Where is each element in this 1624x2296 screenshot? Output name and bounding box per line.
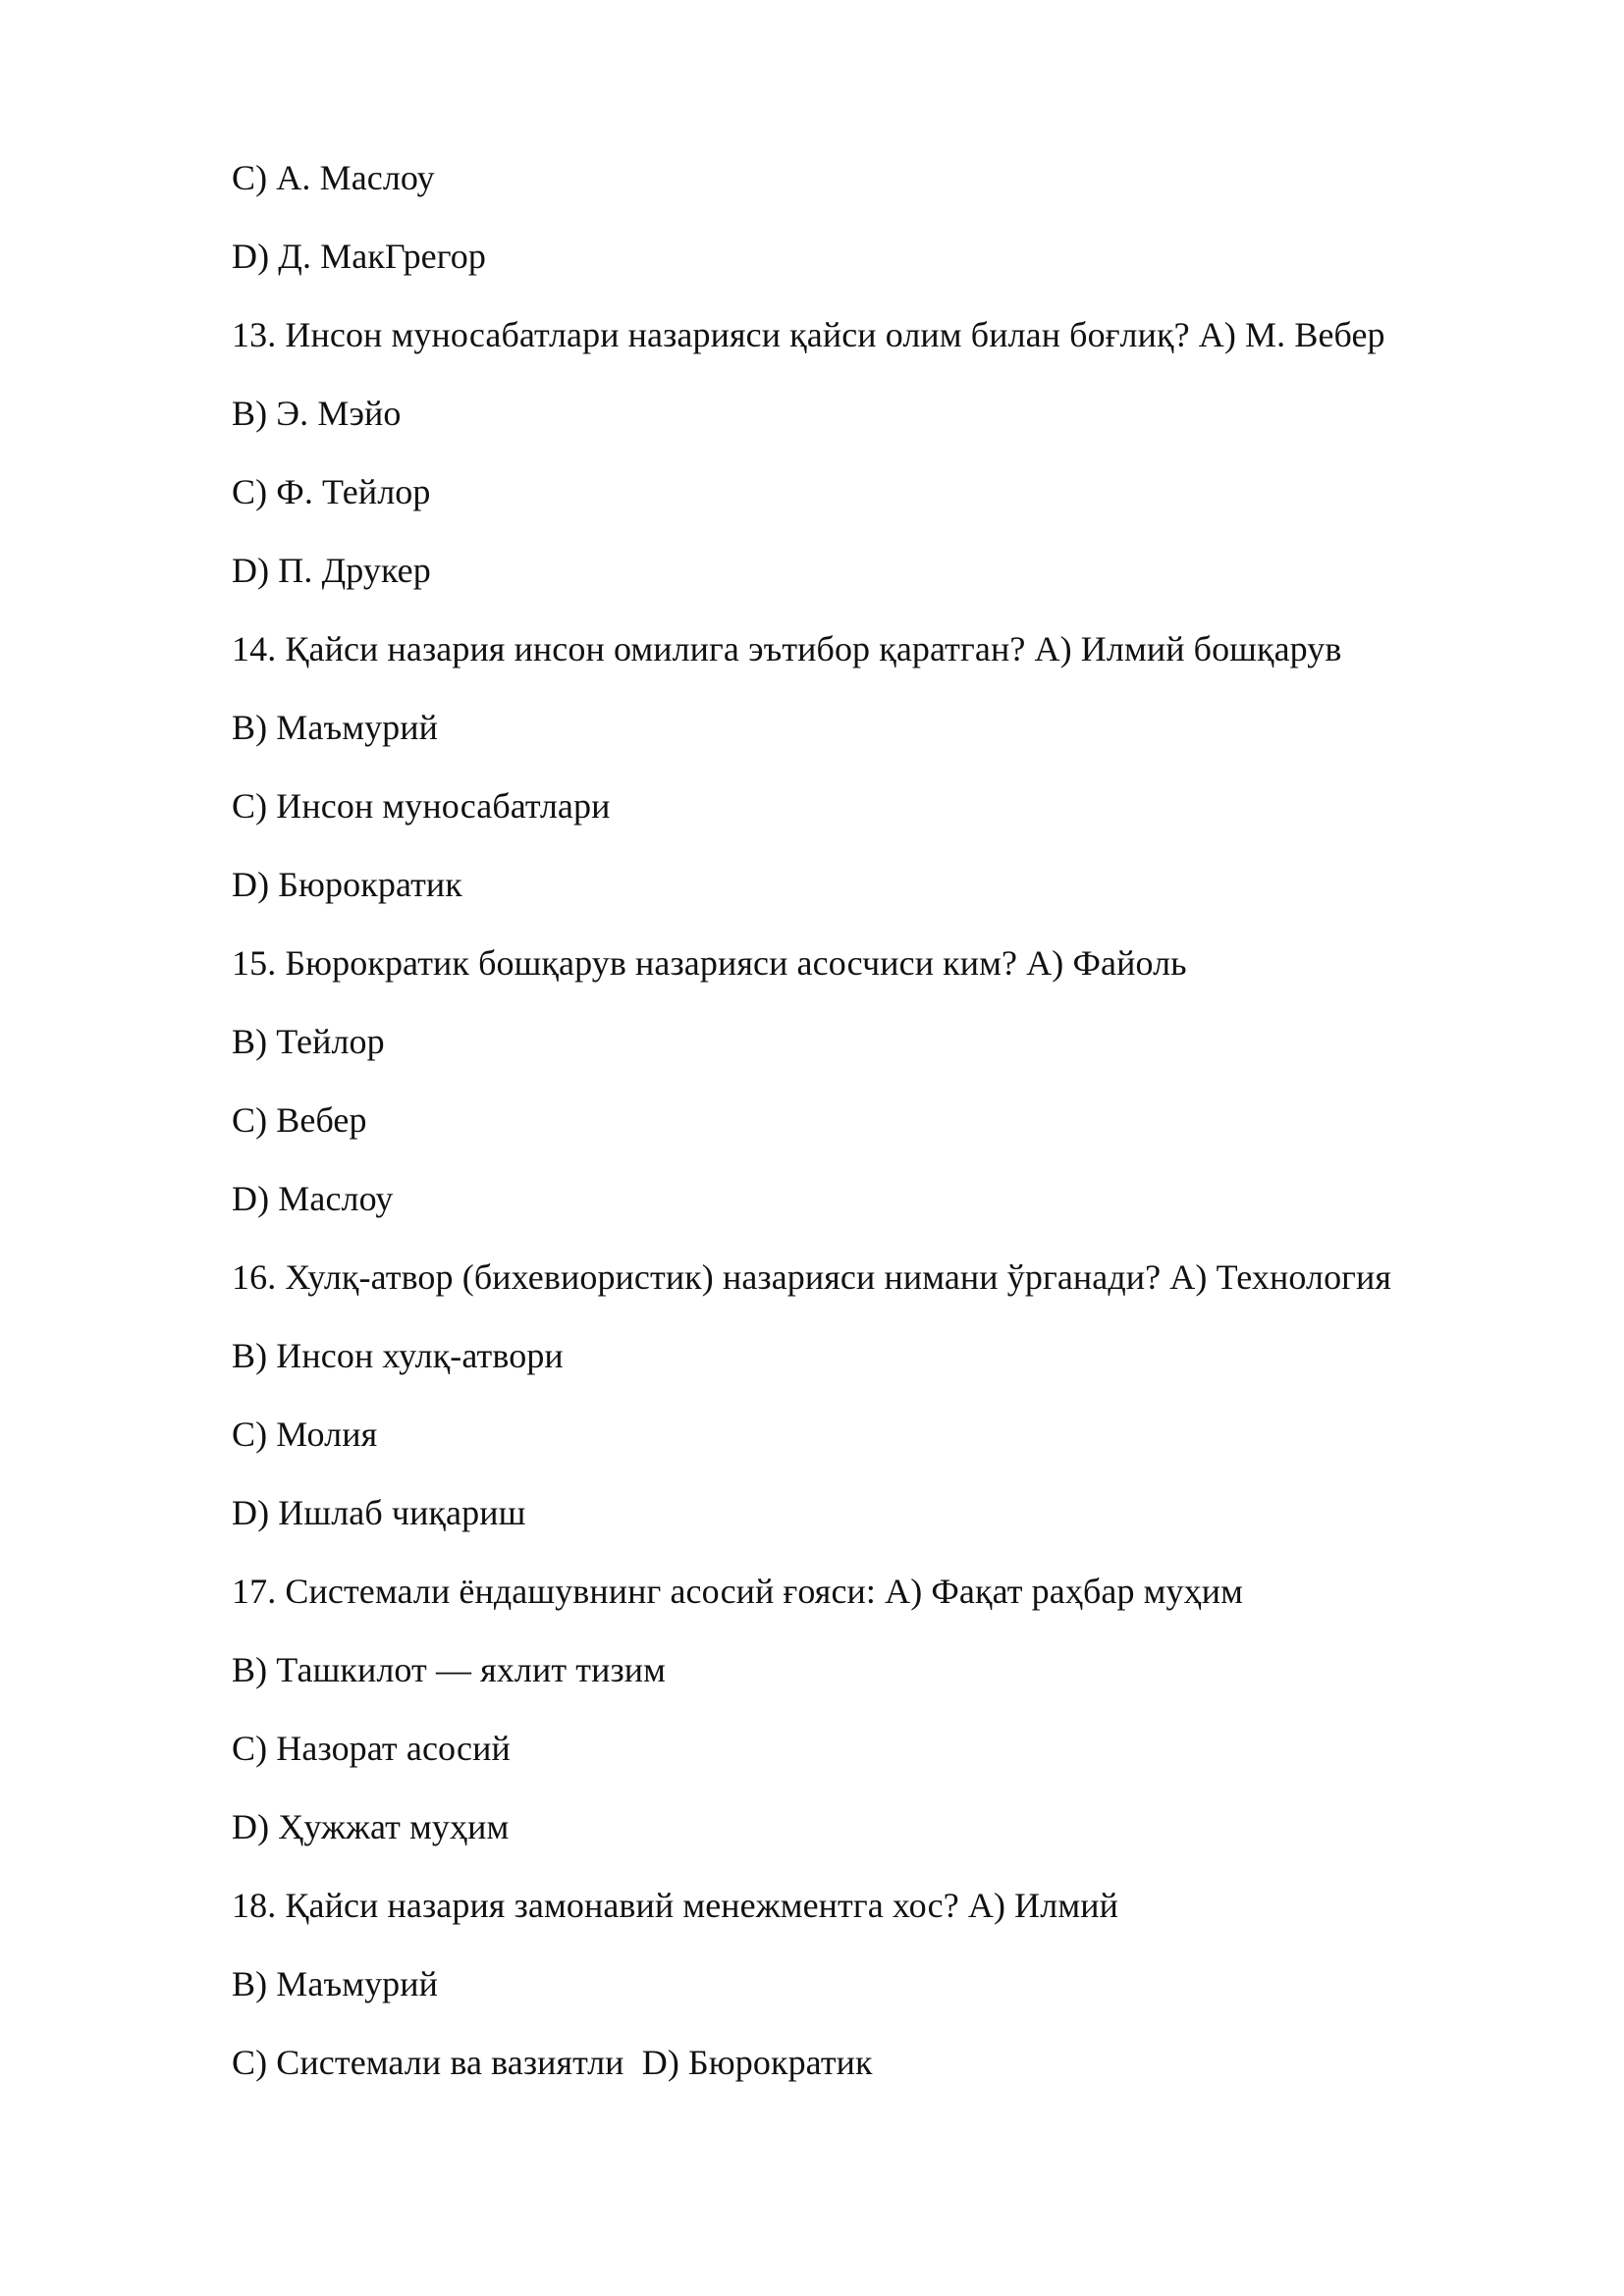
question-15: 15. Бюрократик бошқарув назарияси асосчиси ким? A) Файоль	[232, 943, 1187, 983]
document-body	[232, 150, 1547, 2113]
question-17-option-c: C) Назорат асосий	[232, 1729, 511, 1768]
question-17-option-b: B) Ташкилот — яхлит тизим	[232, 1650, 667, 1689]
question-17: 17. Системали ёндашувнинг асосий ғояси: A) Фақат раҳбар муҳим	[232, 1572, 1243, 1611]
question-16: 16. Хулқ-атвор (бихевиористик) назарияси нимани ўрганади? A) Технология	[232, 1257, 1392, 1297]
question-16-option-d: D) Ишлаб чиқариш	[232, 1493, 526, 1532]
question-13-option-c: C) Ф. Тейлор	[232, 472, 431, 511]
question-14: 14. Қайси назария инсон омилига эътибор қаратган? A) Илмий бошқарув	[232, 629, 1342, 668]
question-16-option-c: C) Молия	[232, 1415, 378, 1454]
option-c-maslow: C) А. Маслоу	[232, 158, 435, 197]
question-16-option-b: B) Инсон хулқ-атвори	[232, 1336, 564, 1375]
question-13-option-d: D) П. Друкер	[232, 551, 431, 590]
question-14-option-c: C) Инсон муносабатлари	[232, 786, 611, 826]
question-13: 13. Инсон муносабатлари назарияси қайси олим билан боғлиқ? A) М. Вебер	[232, 315, 1385, 354]
question-15-option-d: D) Маслоу	[232, 1179, 394, 1218]
question-14-option-b: B) Маъмурий	[232, 708, 439, 747]
option-d-mcgregor: D) Д. МакГрегор	[232, 237, 486, 276]
question-18: 18. Қайси назария замонавий менежментга хос? A) Илмий	[232, 1886, 1118, 1925]
question-18-option-c-d: C) Системали ва вазиятли D) Бюрократик	[232, 2043, 873, 2082]
question-15-option-c: C) Вебер	[232, 1100, 367, 1140]
question-13-option-b: B) Э. Мэйо	[232, 394, 402, 433]
question-18-option-b: B) Маъмурий	[232, 1964, 439, 2003]
question-15-option-b: B) Тейлор	[232, 1022, 385, 1061]
question-14-option-d: D) Бюрократик	[232, 865, 462, 904]
question-17-option-d: D) Ҳужжат муҳим	[232, 1807, 510, 1846]
